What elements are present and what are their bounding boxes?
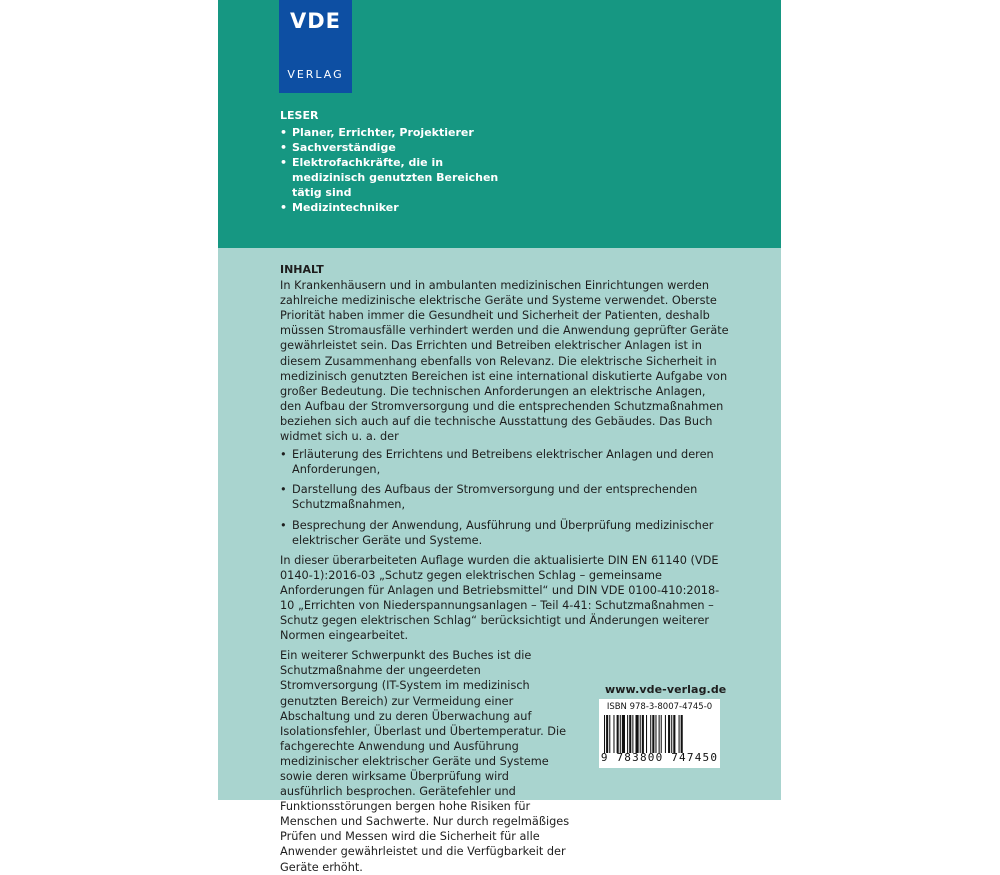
contents-topic-item: • Besprechung der Anwendung, Ausführung und Überprüfung medizinischer elektrischer Geräte und Systeme. [280, 518, 730, 548]
contents-standards-paragraph: In dieser überarbeiteten Auflage wurden die aktualisierte DIN EN 61140 (VDE 0140-1):2016-03 „Schutz gegen elektrischen Schlag – gemeinsame Anforderungen für Anlagen und Betriebsmittel“ und DIN VDE 0100-410:2018-10 „Errichten von Niederspannungsanlagen – Teil 4-41: Schutzmaßnahmen – Schutz gegen elektrischen Schlag“ berücksichtigt und Änderungen weiterer Normen eingearbeitet. [280, 553, 720, 643]
barcode-digits: 9 783800 747450 [600, 751, 719, 764]
logo-subtitle: VERLAG [287, 68, 344, 81]
book-back-cover [218, 0, 781, 874]
readers-list-item: • Elektrofachkräfte, die in medizinisch genutzten Bereichen tätig sind [280, 155, 502, 200]
contents-section [280, 262, 730, 875]
readers-list-item: • Sachverständige [280, 140, 750, 155]
isbn-label: ISBN 978-3-8007-4745-0 [606, 702, 713, 712]
barcode-icon [602, 715, 717, 753]
contents-topic-list [280, 447, 730, 548]
vde-verlag-logo [279, 0, 352, 93]
contents-topic-item: • Darstellung des Aufbaus der Stromversorgung und der entsprechenden Schutzmaßnahmen, [280, 482, 730, 512]
contents-focus-paragraph: Ein weiterer Schwerpunkt des Buches ist die Schutzmaßnahme der ungeerdeten Stromversorgung (IT-System im medizinisch genutzten Bereich) zur Vermeidung einer Abschaltung und zu deren Überwachung auf Isolationsfehler, Überlast und Übertemperatur. Die fachgerechte Anwendung und Ausführung medizinischer elektrischer Geräte und Systeme sowie deren wirksame Überprüfung wird ausführlich besprochen. Gerätefehler und Funktionsstörungen bergen hohe Risiken für Menschen und Sachwerte. Nur durch regelmäßiges Prüfen und Messen wird die Sicherheit für alle Anwender gewährleistet und die Verfügbarkeit der Geräte erhöht. [280, 649, 570, 874]
readers-list [280, 125, 750, 215]
logo-mark: VDE [289, 9, 342, 33]
readers-list-item: • Medizintechniker [280, 200, 750, 215]
contents-topic-item: • Erläuterung des Errichtens und Betreibens elektrischer Anlagen und deren Anforderungen, [280, 447, 730, 477]
contents-heading: INHALT [280, 263, 324, 276]
publisher-website: www.vde-verlag.de [605, 683, 727, 696]
readers-list-item: • Planer, Errichter, Projektierer [280, 125, 750, 140]
readers-section [280, 108, 750, 215]
top-color-band [218, 0, 781, 248]
readers-heading: LESER [280, 109, 319, 122]
contents-intro-paragraph: In Krankenhäusern und in ambulanten medizinischen Einrichtungen werden zahlreiche medizinische elektrische Geräte und Systeme verwendet. Oberste Priorität haben immer die Gesundheit und Sicherheit der Patienten, deshalb müssen Stromausfälle verhindert werden und die Anwendung geprüfter Geräte gewährleistet sein. Das Errichten und Betreiben elektrischer Anlagen ist in diesem Zusammenhang ebenfalls von Relevanz. Die elektrische Sicherheit in medizinisch genutzten Bereichen ist eine international diskutierte Aufgabe von großer Bedeutung. Die technischen Anforderungen an elektrische Anlagen, den Aufbau der Stromversorgung und die entsprechenden Schutzmaßnahmen beziehen sich auch auf die technische Ausstattung des Gebäudes. Das Buch widmet sich u. a. der [280, 279, 729, 444]
isbn-barcode-block [599, 699, 720, 768]
